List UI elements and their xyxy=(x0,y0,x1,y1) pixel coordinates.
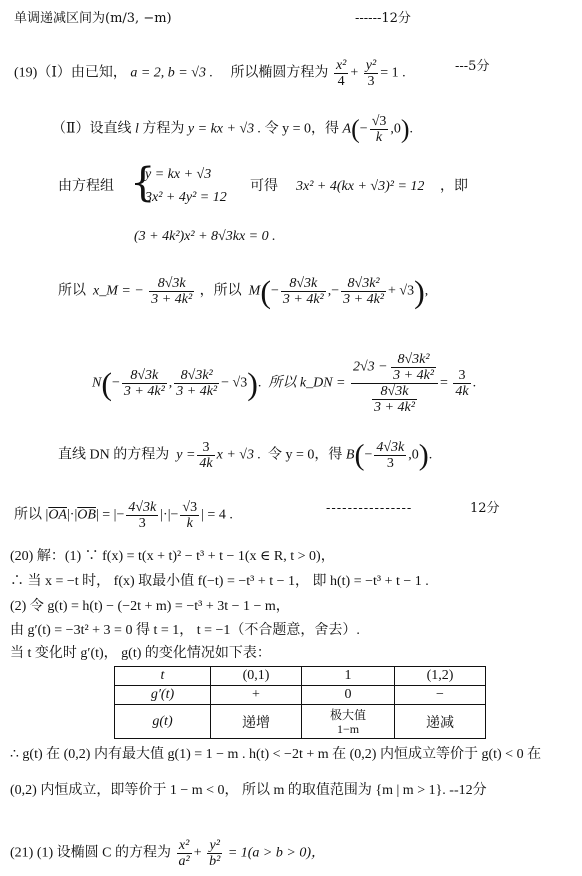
part18-tail xyxy=(14,10,172,28)
dn-label: 直线 DN 的方程为 xyxy=(58,447,170,463)
p20-line3: (2) 令 g(t) = h(t) − (−2t + m) = −t³ + 3t − 1 − m， xyxy=(10,599,290,614)
score-12-b: 12分 xyxy=(470,501,500,516)
max-value: 1−m xyxy=(336,721,360,736)
table-header: 1 xyxy=(302,667,395,686)
n-line: N(− $\frac{8√3k}{\text{3 + 4k²}}$ , $\frac{\text{8√3k²}}{\text{3 + 4k²}}$ − √3). 所以 k_DN = 2√3 − $\frac{\text{8√3k²}}{\text{3 + 4k²}}$ $\frac{8√3k}{\text{3 + 4k²}}$ = $\frac{3}{4k}$ . xyxy=(92,352,477,415)
final-line: 所以 $|\overline{OA}|\cdot|\overline{OB}|$ = |− $\frac{4√3k}{3}$ |·|− $\frac{√3}{k}$ | = 4 . xyxy=(14,500,233,531)
ling-label: 令 y = 0，得 xyxy=(267,447,343,463)
sys-keyi: 可得 xyxy=(250,179,278,194)
p20-line4: 由 g′(t) = −3t² + 3 = 0 得 t = 1， t = −1（不合题意，舍去）. xyxy=(10,623,360,638)
p21-cond: = 1(a > b > 0)， xyxy=(227,845,325,861)
p21-line1: (21) (1) 设椭圆 C 的方程为 $\frac{\text{x²}}{\text{a²}}$ + $\frac{\text{y²}}{\text{b²}}$ = 1(a > b > 0)， xyxy=(10,838,325,869)
var-l: l xyxy=(135,121,139,137)
sys-label: 由方程组 xyxy=(58,179,114,194)
sys-eq1: y = kx + √3 xyxy=(145,167,212,182)
p19-head: (19)（Ⅰ）由已知， xyxy=(14,65,127,81)
sys-eq2: 3x² + 4y² = 12 xyxy=(145,190,227,205)
table-row xyxy=(115,686,486,705)
table-cell: + xyxy=(211,686,302,705)
max-value-label: 极大值 xyxy=(329,707,366,722)
table-row xyxy=(115,667,486,686)
table-cell: g(t) xyxy=(115,705,211,739)
final-so: 所以 xyxy=(14,507,42,523)
table-cell: − xyxy=(395,686,486,705)
table-row xyxy=(115,705,486,739)
n-label: N xyxy=(92,375,102,391)
table-cell: 递增 xyxy=(211,705,302,739)
frac-y2-3: $\frac{\text{y²}}{3}$ xyxy=(365,58,377,89)
suoyi-2: ，所以 xyxy=(199,283,242,299)
quadratic-eq: (3 + 4k²)x² + 8√3kx = 0 . xyxy=(134,229,276,244)
sys-ji: ，即 xyxy=(440,179,468,194)
xm-line: 所以 x_M = − $\frac{8√3k}{\text{3 + 4k²}}$ ，所以 M(− $\frac{8√3k}{\text{3 + 4k²}}$ ,− $\frac{\text{8√3k²}}{\text{3 + 4k²}}$ + √3), xyxy=(58,273,429,310)
p20-line5: 当 t 变化时 g′(t)， g(t) 的变化情况如下表： xyxy=(10,646,271,661)
variation-table xyxy=(114,666,486,739)
table-header: (1,2) xyxy=(395,667,486,686)
monotone-interval-text: 单调递减区间为(m/3, −m) xyxy=(14,11,172,26)
frac-x2-4: $\frac{\text{x²}}{4}$ xyxy=(335,58,347,89)
sys-result: 3x² + 4(kx + √3)² = 12 xyxy=(296,179,425,194)
p19-2-a: （Ⅱ）设直线 xyxy=(52,121,132,137)
table-cell: g′(t) xyxy=(115,686,211,705)
table-cell xyxy=(302,705,395,739)
final-value: = 4 . xyxy=(207,507,233,523)
p19-part1: (19)（Ⅰ）由已知， a = 2, b = √3 . 所以椭圆方程为 $\frac{\text{x²}}{4}$ + $\frac{\text{y²}}{3}$ = 1 . xyxy=(14,58,406,89)
p20-line2: ∴ 当 x = −t 时， f(x) 取最小值 f(−t) = −t³ + t − 1， 即 h(t) = −t³ + t − 1 . xyxy=(10,574,429,589)
p20-line1: (20) 解：(1) ∵ f(x) = t(x + t)² − t³ + t − 1(x ∈ R, t > 0)， xyxy=(10,549,335,564)
p20-line6: ∴ g(t) 在 (0,2) 内有最大值 g(1) = 1 − m . h(t) < −2t + m 在 (0,2) 内恒成立等价于 g(t) < 0 在 xyxy=(10,747,542,762)
brace-icon: { xyxy=(130,160,156,206)
xm-label: x_M = − xyxy=(93,283,144,299)
frac-sqrt3-k: $\frac{√3}{k}$ xyxy=(371,114,387,145)
p19-2-b: 方程为 xyxy=(142,121,185,137)
p19-2-d: 令 y = 0，得 xyxy=(264,121,340,137)
table-header: t xyxy=(115,667,211,686)
table-header: (0,1) xyxy=(211,667,302,686)
p19-ab: a = 2, b = √3 . xyxy=(130,65,213,81)
p19-2-c: y = kx + √3 . xyxy=(187,121,262,137)
p19-part2: （Ⅱ）设直线 l 方程为 y = kx + √3 . 令 y = 0，得 A(− $\frac{√3}{k}$ ,0). xyxy=(52,114,414,145)
final-dashes: ---------------- xyxy=(326,501,413,516)
p21-label: (21) (1) 设椭圆 C 的方程为 xyxy=(10,845,171,861)
score-12-a: ------12分 xyxy=(355,11,411,26)
table-cell: 递减 xyxy=(395,705,486,739)
dn-line: 直线 DN 的方程为 y = $\frac{3}{4k}$ x + √3 . 令 y = 0，得 B(− $\frac{4√3k}{3}$ ,0). xyxy=(58,438,433,472)
p19-ellipse-label: 所以椭圆方程为 xyxy=(230,65,329,81)
table-cell: 0 xyxy=(302,686,395,705)
kdn-fraction: 2√3 − $\frac{\text{8√3k²}}{\text{3 + 4k²}}$ $\frac{8√3k}{\text{3 + 4k²}}$ xyxy=(351,352,438,415)
kdn-label: 所以 k_DN = xyxy=(268,375,346,391)
suoyi-1: 所以 xyxy=(58,283,86,299)
p20-line7: (0,2) 内恒成立，即等价于 1 − m < 0， 所以 m 的取值范围为 {m | m > 1}. --12分 xyxy=(10,783,487,798)
score-5: ---5分 xyxy=(455,59,490,74)
